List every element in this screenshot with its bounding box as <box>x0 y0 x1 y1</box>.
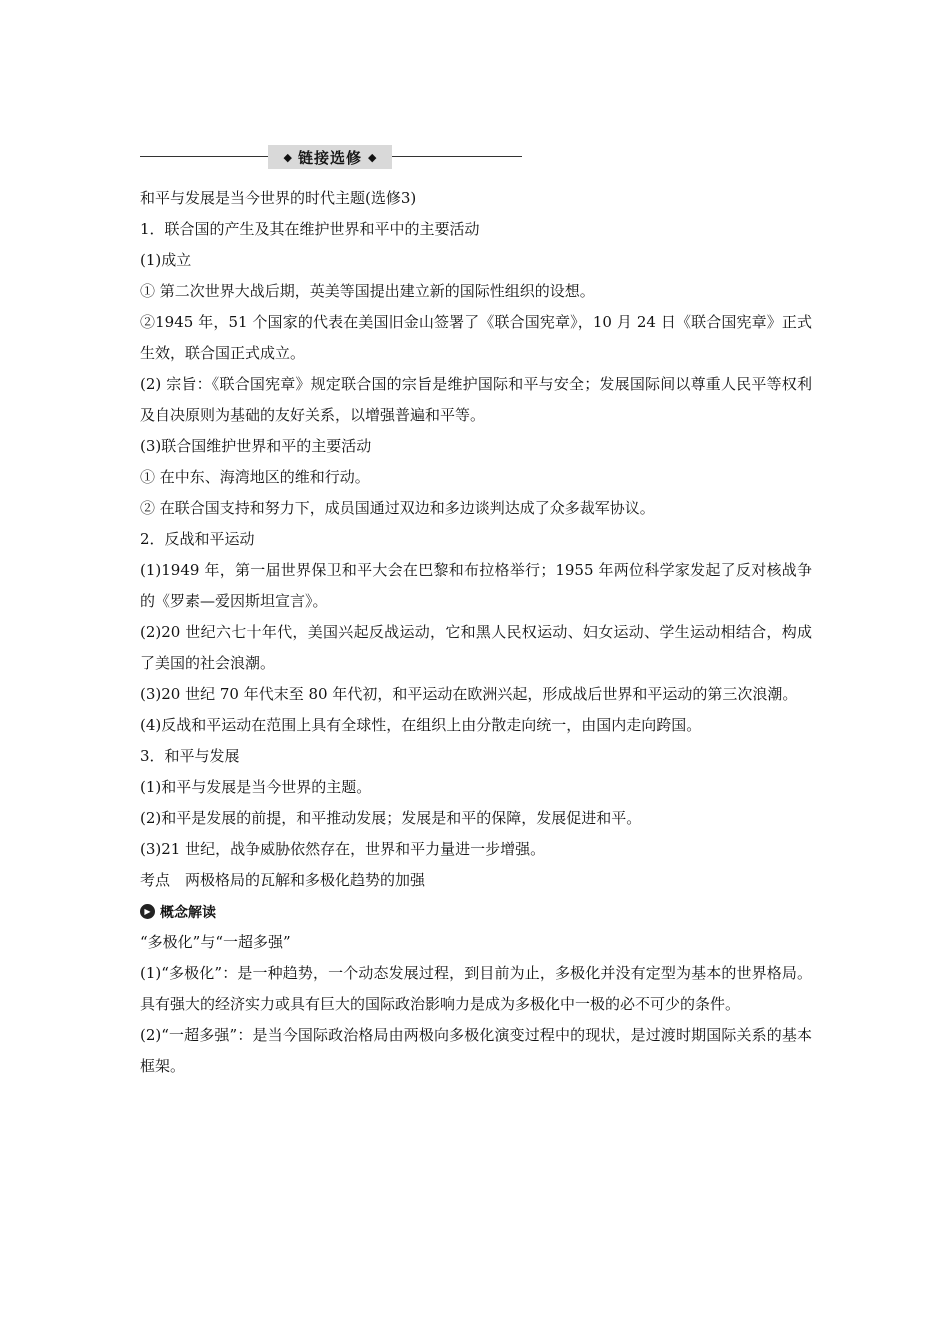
banner-tag <box>268 145 392 169</box>
banner-rule-right <box>392 156 522 157</box>
paragraph: ① 第二次世界大战后期，英美等国提出建立新的国际性组织的设想。 <box>140 282 595 300</box>
concept-heading <box>140 896 812 927</box>
subheading: (1)成立 <box>140 251 192 269</box>
paragraph: ① 在中东、海湾地区的维和行动。 <box>140 468 370 486</box>
topic-heading: 和平与发展是当今世界的时代主题(选修3) <box>140 189 417 207</box>
section-heading: 3．和平与发展 <box>140 747 240 765</box>
paragraph: (2)“一超多强”：是当今国际政治格局由两极向多极化演变过程中的现状，是过渡时期国际关系的基本框架。 <box>140 1026 812 1075</box>
section-banner <box>140 143 522 171</box>
section-heading: 1．联合国的产生及其在维护世界和平中的主要活动 <box>140 220 480 238</box>
banner-rule-left <box>140 156 268 157</box>
paragraph: (4)反战和平运动在范围上具有全球性，在组织上由分散走向统一，由国内走向跨国。 <box>140 716 702 734</box>
section-heading: 2．反战和平运动 <box>140 530 255 548</box>
paragraph: (2) 宗旨：《联合国宪章》规定联合国的宗旨是维护国际和平与安全；发展国际间以尊重人民平等权利及自决原则为基础的友好关系，以增强普遍和平等。 <box>140 375 812 424</box>
paragraph: (1)1949 年，第一届世界保卫和平大会在巴黎和布拉格举行；1955 年两位科学家发起了反对核战争的《罗素—爱因斯坦宣言》。 <box>140 561 812 610</box>
subheading: (3)联合国维护世界和平的主要活动 <box>140 437 372 455</box>
paragraph: (1)“多极化”：是一种趋势，一个动态发展过程，到目前为止，多极化并没有定型为基本的世界格局。具有强大的经济实力或具有巨大的国际政治影响力是成为多极化中一极的必不可少的条件。 <box>140 964 812 1013</box>
exam-point-heading: 考点 两极格局的瓦解和多极化趋势的加强 <box>140 871 426 889</box>
diamond-icon: ◆ <box>283 150 292 164</box>
paragraph: (3)20 世纪 70 年代末至 80 年代初，和平运动在欧洲兴起，形成战后世界和平运动的第三次浪潮。 <box>140 685 798 703</box>
diamond-icon: ◆ <box>368 150 377 164</box>
document-body <box>140 183 812 1082</box>
paragraph: ②1945 年，51 个国家的代表在美国旧金山签署了《联合国宪章》，10 月 24 日《联合国宪章》正式生效，联合国正式成立。 <box>140 313 812 362</box>
paragraph: (2)20 世纪六七十年代，美国兴起反战运动，它和黑人民权运动、妇女运动、学生运动相结合，构成了美国的社会浪潮。 <box>140 623 812 672</box>
concept-title: “多极化”与“一超多强” <box>140 933 291 951</box>
play-circle-icon: ▶ <box>140 904 155 919</box>
banner-title: 链接选修 <box>297 148 362 167</box>
paragraph: (1)和平与发展是当今世界的主题。 <box>140 778 372 796</box>
paragraph: (3)21 世纪，战争威胁依然存在，世界和平力量进一步增强。 <box>140 840 546 858</box>
paragraph: (2)和平是发展的前提，和平推动发展；发展是和平的保障，发展促进和平。 <box>140 809 642 827</box>
paragraph: ② 在联合国支持和努力下，成员国通过双边和多边谈判达成了众多裁军协议。 <box>140 499 655 517</box>
concept-label: 概念解读 <box>160 904 216 921</box>
